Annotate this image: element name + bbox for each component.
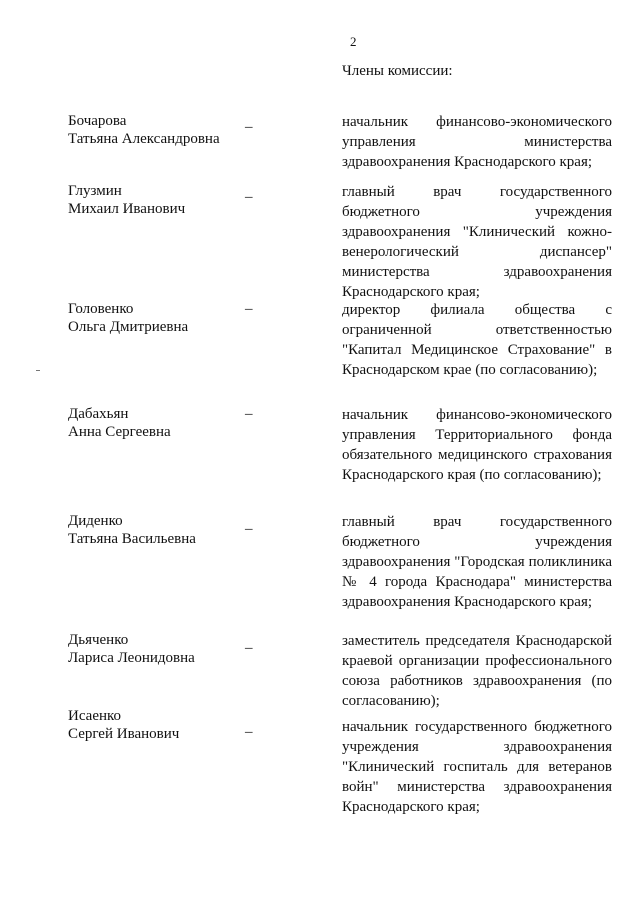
- member-given-names: Анна Сергеевна: [68, 424, 171, 440]
- member-position: директор филиала общества с ограниченной ответственностью "Капитал Медицинское Страхование" в Краснодарском крае (по согласованию);: [342, 302, 612, 378]
- member-name: [68, 512, 243, 548]
- member-given-names: Сергей Иванович: [68, 726, 180, 742]
- member-position: главный врач государственного бюджетного учреждения здравоохранения "Городская поликлиника № 4 города Краснодара" министерства здравоохранения Краснодарского края;: [342, 514, 612, 610]
- page-number: 2: [350, 34, 357, 49]
- member-given-names: Ольга Дмитриевна: [68, 319, 189, 335]
- member-dash: –: [245, 406, 253, 422]
- member-surname: Глузмин: [68, 183, 122, 199]
- member-dash: –: [245, 189, 253, 205]
- member-surname: Головенко: [68, 301, 134, 317]
- member-position: заместитель председателя Краснодарской краевой организации профессионального союза работников здравоохранения (по согласованию);: [342, 633, 612, 709]
- member-dash: –: [245, 521, 253, 537]
- member-surname: Исаенко: [68, 708, 122, 724]
- member-given-names: Татьяна Васильевна: [68, 531, 196, 547]
- member-name: [68, 405, 243, 441]
- member-name: [68, 300, 243, 336]
- member-name: [68, 631, 243, 667]
- member-surname: Дабахьян: [68, 406, 129, 422]
- member-surname: Бочарова: [68, 113, 127, 129]
- member-given-names: Лариса Леонидовна: [68, 650, 195, 666]
- member-given-names: Михаил Иванович: [68, 201, 186, 217]
- member-surname: Дьяченко: [68, 632, 129, 648]
- member-position: начальник финансово-экономического управления Территориального фонда обязательного медицинского страхования Краснодарского края (по согласованию);: [342, 407, 612, 483]
- member-position: начальник государственного бюджетного учреждения здравоохранения "Клинический госпиталь для ветеранов войн" министерства здравоохранения Краснодарского края;: [342, 719, 612, 815]
- member-name: [68, 182, 243, 218]
- member-position: главный врач государственного бюджетного учреждения здравоохранения "Клинический кожно-венерологический диспансер" министерства здравоохранения Краснодарского края;: [342, 184, 612, 300]
- member-name: [68, 707, 243, 743]
- member-name: [68, 112, 243, 148]
- member-dash: –: [245, 640, 253, 656]
- member-given-names: Татьяна Александровна: [68, 131, 220, 147]
- section-title: Члены комиссии:: [342, 63, 453, 79]
- member-surname: Диденко: [68, 513, 123, 529]
- member-dash: –: [245, 301, 253, 317]
- member-dash: –: [245, 119, 253, 135]
- margin-mark: [36, 370, 40, 371]
- member-position: начальник финансово-экономического управления министерства здравоохранения Краснодарского края;: [342, 114, 612, 170]
- member-dash: –: [245, 724, 253, 740]
